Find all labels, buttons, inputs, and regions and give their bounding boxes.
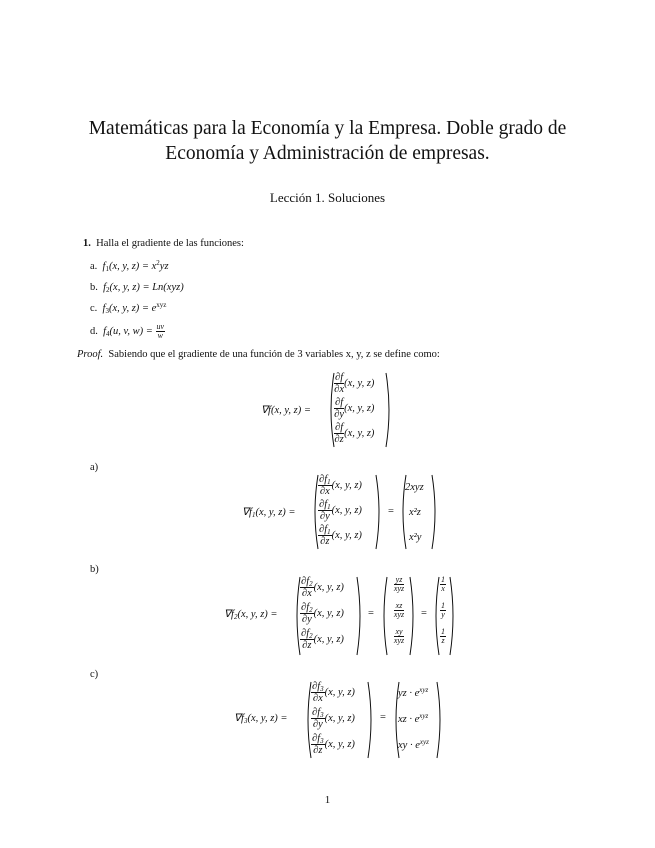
num-sub: 3 — [320, 711, 324, 719]
item-vars: (u, v, w) = — [109, 325, 156, 337]
num-sub: 1 — [327, 503, 331, 511]
equals-sign: = — [380, 712, 386, 723]
fraction-denominator: ∂x — [334, 384, 344, 395]
fraction-numerator: yz — [395, 575, 403, 584]
item-rhs: x — [151, 261, 157, 272]
vector-args: (x, y, z) — [313, 607, 344, 619]
lhs-func: ∇f — [224, 609, 234, 620]
item-rhs: e — [151, 303, 157, 314]
num-text: ∂f — [312, 733, 321, 744]
equals-sign: = — [368, 608, 374, 619]
partial-fraction — [318, 499, 332, 522]
right-paren — [356, 576, 364, 656]
vector-row — [300, 576, 344, 599]
item-vars: (x, y, z) = — [109, 282, 153, 293]
item-func: f — [103, 325, 107, 337]
fraction-denominator: xyz — [393, 584, 405, 593]
num-text: ∂f — [312, 707, 321, 718]
fraction-numerator — [318, 524, 332, 536]
part-c-label: c) — [90, 669, 99, 680]
general-lhs: ∇f(x, y, z) = — [261, 405, 311, 416]
result-entry — [398, 714, 428, 725]
fraction-numerator: 1 — [441, 575, 445, 584]
vector-args: (x, y, z) — [344, 402, 375, 414]
partial-fraction — [311, 733, 325, 756]
fraction-denominator: ∂y — [301, 614, 312, 625]
vector-row — [311, 733, 355, 756]
right-paren — [385, 372, 393, 448]
vector-row — [318, 524, 362, 547]
vector-args: (x, y, z) — [331, 529, 362, 541]
item-vars: (x, y, z) = — [108, 303, 152, 314]
fraction-numerator — [311, 707, 325, 719]
num-text: ∂f — [301, 602, 310, 613]
item-func-sub: 1 — [105, 265, 109, 273]
fraction-numerator: ∂f — [335, 397, 344, 408]
lhs-vars: (x, y, z) = — [247, 713, 288, 724]
partial-fraction — [334, 397, 344, 420]
fraction-numerator: uv — [156, 322, 165, 331]
num-text: ∂f — [301, 576, 310, 587]
fraction-denominator: ∂z — [320, 536, 330, 547]
item-label: b. — [90, 282, 98, 293]
proof-text: Sabiendo que el gradiente de una función de 3 variables x, y, z se define como: — [108, 349, 440, 360]
fraction-denominator: x — [441, 584, 445, 593]
num-sub: 2 — [309, 632, 313, 640]
item-label: c. — [90, 303, 98, 314]
num-text: ∂f — [319, 499, 328, 510]
part-b-label: b) — [90, 564, 99, 575]
document-title: Matemáticas para la Economía y la Empresa. Doble grado de Economía y Administración de empresas. — [88, 118, 567, 164]
partial-fraction — [300, 628, 314, 651]
item-c — [90, 303, 166, 314]
vector-args: (x, y, z) — [324, 712, 355, 724]
partial-fraction — [300, 602, 314, 625]
num-sub: 2 — [309, 606, 313, 614]
right-paren — [367, 681, 375, 759]
item-b — [90, 282, 184, 293]
fraction-numerator — [300, 628, 314, 640]
right-paren — [431, 474, 439, 550]
num-sub: 3 — [320, 685, 324, 693]
num-text: ∂f — [319, 474, 328, 485]
fraction-numerator: ∂f — [335, 422, 344, 433]
partial-fraction — [318, 524, 332, 547]
item-d — [90, 323, 165, 340]
vector-args: (x, y, z) — [324, 686, 355, 698]
result-entry: 2xyz — [405, 482, 424, 493]
exercise-number: 1. — [83, 238, 91, 249]
vector-row — [334, 422, 374, 445]
item-func-sub: 3 — [105, 307, 109, 315]
fraction-numerator — [300, 576, 314, 588]
document-subtitle: Lección 1. Soluciones — [269, 190, 386, 205]
result-sup: xyz — [419, 712, 429, 720]
fraction-denominator: w — [157, 331, 163, 340]
vector-args: (x, y, z) — [324, 738, 355, 750]
lhs-sub: 2 — [233, 613, 238, 621]
vector-row — [311, 681, 355, 704]
item-func: f — [103, 282, 107, 293]
fraction-denominator: ∂y — [334, 409, 344, 420]
item-func-sub: 4 — [106, 329, 110, 338]
fraction-numerator: 1 — [441, 627, 445, 636]
lhs-vars: (x, y, z) = — [255, 507, 296, 518]
result-entry: x²y — [409, 532, 422, 543]
partial-fraction — [334, 372, 344, 395]
page-number: 1 — [324, 794, 331, 806]
vector-row — [318, 474, 362, 497]
item-label: d. — [90, 325, 98, 337]
item-rhs-tail: yz — [159, 261, 169, 272]
lhs-func: ∇f — [242, 507, 252, 518]
partial-fraction — [300, 576, 314, 599]
right-paren — [409, 576, 417, 656]
fraction-numerator: xy — [395, 627, 403, 636]
fraction-denominator: z — [441, 636, 445, 645]
fraction-numerator: 1 — [441, 601, 445, 610]
lhs-sub: 3 — [243, 717, 248, 725]
fraction-numerator — [311, 681, 325, 693]
vector-row — [300, 602, 344, 625]
fraction-numerator — [300, 602, 314, 614]
fraction-denominator: ∂x — [319, 486, 330, 497]
num-text: ∂f — [312, 681, 321, 692]
vector-row — [300, 628, 344, 651]
fraction-denominator: ∂z — [334, 434, 344, 445]
num-sub: 2 — [309, 580, 313, 588]
fraction-numerator — [318, 499, 332, 511]
item-func: f — [102, 261, 106, 272]
right-paren — [449, 576, 457, 656]
part-a-lhs — [242, 506, 295, 518]
num-sub: 1 — [327, 478, 331, 486]
fraction-denominator: xyz — [393, 610, 405, 619]
vector-args: (x, y, z) — [313, 581, 344, 593]
result-entry — [398, 688, 428, 699]
result-sup: xyz — [419, 686, 429, 694]
partial-fraction — [334, 422, 344, 445]
item-rhs: Ln(xyz) — [152, 282, 184, 293]
result-entry — [398, 740, 429, 751]
part-c-lhs — [234, 712, 287, 724]
partial-fraction — [311, 707, 325, 730]
result-sup: xyz — [419, 738, 429, 746]
equals-sign: = — [388, 506, 394, 517]
lhs-sub: 1 — [251, 511, 256, 519]
fraction-denominator: xyz — [393, 636, 405, 645]
vector-args: (x, y, z) — [313, 633, 344, 645]
result-base: yz · e — [398, 688, 420, 699]
part-b-lhs — [224, 608, 277, 620]
result-entry — [437, 576, 449, 593]
vector-args: (x, y, z) — [344, 427, 375, 439]
vector-row — [311, 707, 355, 730]
item-vars: (x, y, z) = — [108, 261, 152, 272]
partial-fraction — [318, 474, 332, 497]
num-text: ∂f — [319, 524, 328, 535]
vector-row — [334, 397, 374, 420]
item-rhs-sup: 2 — [156, 259, 160, 267]
result-entry: x²z — [409, 507, 421, 518]
num-sub: 1 — [327, 528, 331, 536]
fraction-denominator: ∂z — [302, 640, 312, 651]
proof-label: Proof. — [77, 349, 104, 360]
proof-line — [77, 349, 440, 360]
fraction-denominator: ∂x — [301, 588, 312, 599]
equals-sign: = — [421, 608, 427, 619]
item-func: f — [102, 303, 106, 314]
exercise-heading — [83, 238, 244, 249]
fraction-denominator: y — [441, 610, 445, 619]
item-fraction — [156, 323, 166, 340]
right-paren — [375, 474, 383, 550]
item-func-sub: 2 — [106, 286, 110, 294]
fraction-denominator: ∂y — [312, 719, 323, 730]
lhs-func: ∇f — [234, 713, 244, 724]
fraction-numerator: ∂f — [335, 372, 344, 383]
item-a — [90, 261, 169, 272]
fraction-denominator: ∂z — [313, 745, 323, 756]
fraction-denominator: ∂y — [319, 511, 330, 522]
part-a-label: a) — [90, 462, 99, 473]
item-rhs-sup: xyz — [156, 301, 167, 309]
fraction-numerator: xz — [395, 601, 403, 610]
fraction-numerator — [318, 474, 332, 486]
fraction-numerator — [311, 733, 325, 745]
num-sub: 3 — [320, 737, 324, 745]
result-base: xz · e — [398, 714, 420, 725]
exercise-statement: Halla el gradiente de las funciones: — [96, 238, 244, 249]
vector-row — [318, 499, 362, 522]
item-label: a. — [90, 261, 98, 272]
result-base: xy · e — [398, 740, 420, 751]
num-text: ∂f — [301, 628, 310, 639]
lhs-vars: (x, y, z) = — [237, 609, 278, 620]
result-entry — [437, 602, 449, 619]
vector-row — [334, 372, 374, 395]
vector-args: (x, y, z) — [344, 377, 375, 389]
vector-args: (x, y, z) — [331, 504, 362, 516]
result-entry — [437, 628, 449, 645]
partial-fraction — [311, 681, 325, 704]
right-paren — [436, 681, 444, 759]
vector-args: (x, y, z) — [331, 479, 362, 491]
fraction-denominator: ∂x — [312, 693, 323, 704]
